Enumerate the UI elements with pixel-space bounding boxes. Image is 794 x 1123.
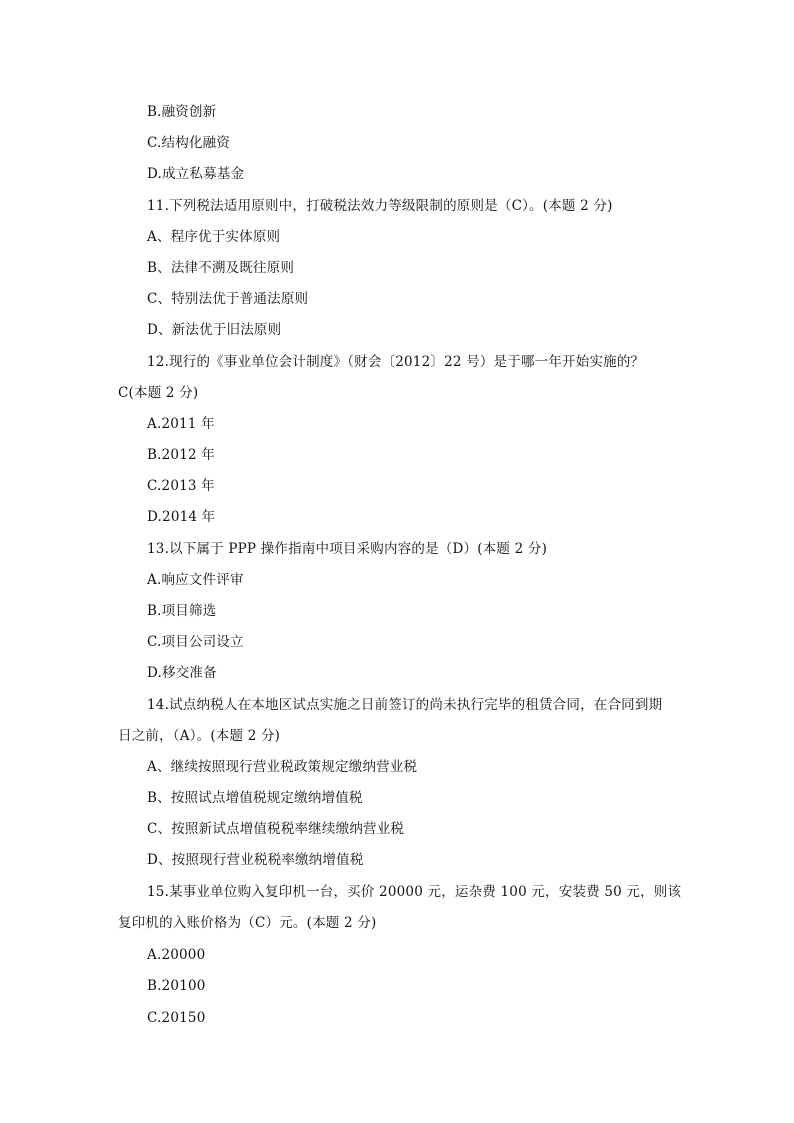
option-line: C、特别法优于普通法原则 [147,291,309,307]
option-line: A、程序优于实体原则 [147,229,281,245]
option-line: B.2012 年 [147,447,215,463]
option-line: A.响应文件评审 [147,572,244,588]
question-line: 12.现行的《事业单位会计制度》（财会〔2012〕22 号）是于哪一年开始实施的？ [147,354,645,370]
option-line: B.项目筛选 [147,603,217,619]
question-line: 14.试点纳税人在本地区试点实施之日前签订的尚未执行完毕的租赁合同，在合同到期 [147,697,663,713]
option-line: D.移交准备 [147,665,217,681]
option-line: A.2011 年 [147,416,215,432]
option-line: A、继续按照现行营业税政策规定缴纳营业税 [147,759,418,775]
question-continuation: 日之前，（A）。(本题 2 分) [118,728,281,744]
option-line: B.20100 [147,978,206,994]
option-line: B.融资创新 [147,104,217,120]
option-line: B、法律不溯及既往原则 [147,260,295,276]
option-line: A.20000 [147,947,206,963]
option-line: B、按照试点增值税规定缴纳增值税 [147,790,363,806]
question-line: 15.某事业单位购入复印机一台，买价 20000 元，运杂费 100 元，安装费 50 元，则该 [147,884,682,900]
option-line: C.项目公司设立 [147,634,244,650]
question-line: 11.下列税法适用原则中，打破税法效力等级限制的原则是（C）。(本题 2 分) [147,198,613,214]
option-line: D、按照现行营业税税率缴纳增值税 [147,852,364,868]
question-continuation: 复印机的入账价格为（C）元。(本题 2 分) [118,915,377,931]
option-line: C、按照新试点增值税税率继续缴纳营业税 [147,821,405,837]
option-line: D、新法优于旧法原则 [147,322,282,338]
option-line: C.2013 年 [147,478,215,494]
option-line: D.2014 年 [147,509,216,525]
question-continuation: C(本题 2 分) [118,385,199,401]
option-line: D.成立私募基金 [147,166,245,182]
option-line: C.20150 [147,1010,206,1026]
question-line: 13.以下属于 PPP 操作指南中项目采购内容的是（D）(本题 2 分) [147,541,548,557]
option-line: C.结构化融资 [147,135,231,151]
